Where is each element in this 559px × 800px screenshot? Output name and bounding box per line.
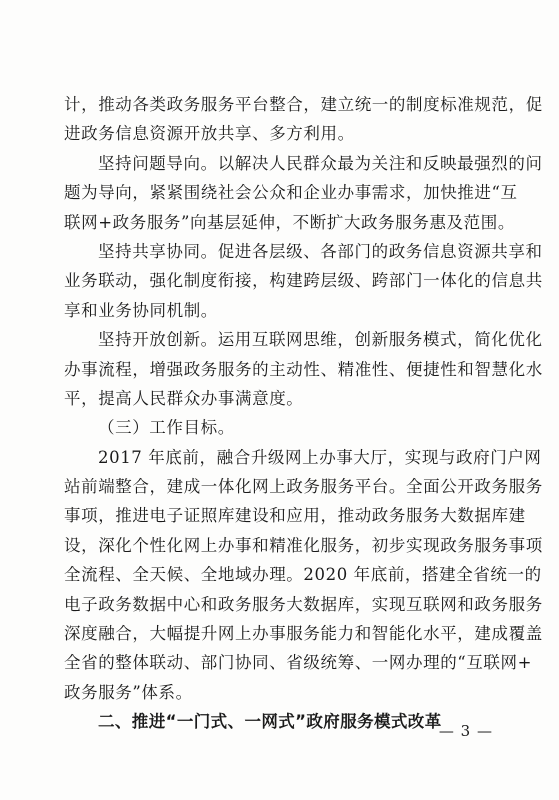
- text-line: 政务服务”体系。: [64, 682, 193, 702]
- text-line: 坚持开放创新。运用互联网思维，创新服务模式，简化优化: [98, 330, 543, 350]
- text-line: 业务联动，强化制度衔接，构建跨层级、跨部门一体化的信息共: [64, 271, 543, 291]
- text-line: 全省的整体联动、部门协同、省级统筹、一网办理的“互联网+: [64, 653, 533, 673]
- text-line: 进政务信息资源开放共享、多方利用。: [64, 124, 355, 144]
- text-line: 办事流程，增强政务服务的主动性、精准性、便捷性和智慧化水: [64, 359, 543, 379]
- paragraph-2: [64, 149, 543, 237]
- text-line: 2017 年底前，融合升级网上办事大厅，实现与政府门户网: [98, 447, 542, 467]
- text-line: 电子政务数据中心和政务服务大数据库，实现互联网和政务服务: [64, 594, 543, 614]
- text-line: 计，推动各类政务服务平台整合，建立统一的制度标准规范，促: [64, 95, 543, 114]
- text-line: 事项，推进电子证照库建设和应用，推动政务服务大数据库建: [64, 506, 526, 526]
- section-heading: 二、推进“一门式、一网式”政府服务模式改革: [98, 712, 442, 732]
- page-number: — 3 —: [438, 722, 493, 740]
- text-line: 坚持问题导向。以解决人民群众最为关注和反映最强烈的问: [98, 153, 543, 173]
- paragraph-4: [64, 325, 543, 413]
- text-line: 全流程、全天候、全地域办理。2020 年底前，搭建全省统一的: [64, 565, 542, 585]
- text-line: 题为导向，紧紧围绕社会公众和企业办事需求，加快推进“互: [64, 183, 518, 203]
- paragraph-6: [64, 443, 543, 708]
- paragraph-1: [64, 90, 543, 149]
- text-line: 享和业务协同机制。: [64, 300, 218, 320]
- text-line: 联网+政务服务”向基层延伸，不断扩大政务服务惠及范围。: [64, 212, 515, 232]
- text-line: 平，提高人民群众办事满意度。: [64, 388, 304, 408]
- body-text: [64, 90, 543, 737]
- section-subheading: （三）工作目标。: [98, 418, 235, 438]
- text-line: 设，深化个性化网上办事和精准化服务，初步实现政务服务事项: [64, 535, 543, 555]
- text-line: 坚持共享协同。促进各层级、各部门的政务信息资源共享和: [98, 241, 543, 261]
- paragraph-5: [64, 413, 504, 442]
- paragraph-3: [64, 237, 543, 325]
- text-line: 深度融合，大幅提升网上办事服务能力和智能化水平，建成覆盖: [64, 624, 543, 644]
- text-line: 站前端整合，建成一体化网上政务服务平台。全面公开政务服务: [64, 477, 543, 497]
